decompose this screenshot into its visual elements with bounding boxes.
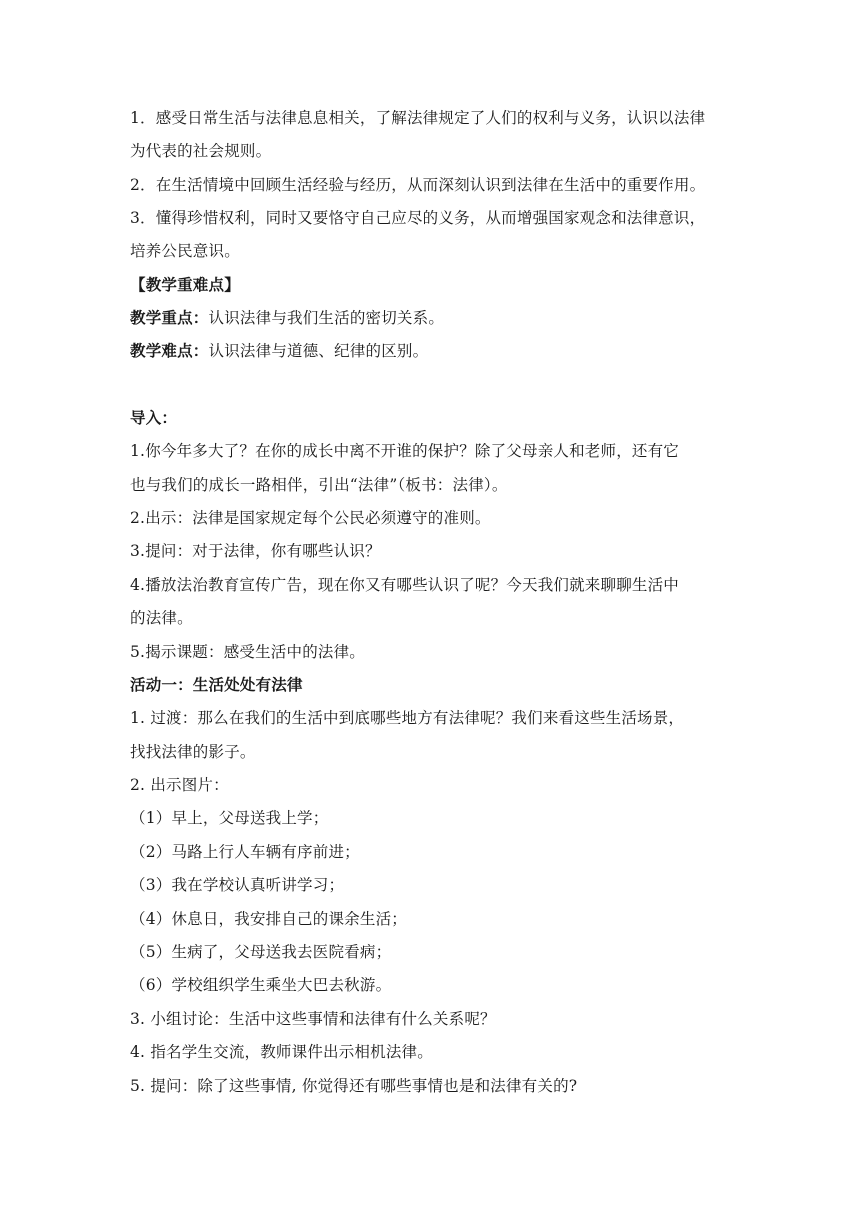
teaching-difficulty-label: 教学难点：	[130, 341, 209, 360]
objective-1-line-2: 为代表的社会规则。	[130, 142, 272, 160]
activity-1-item-4: 4. 指名学生交流，教师课件出示相机法律。	[130, 1043, 433, 1061]
objective-3-line-2: 培养公民意识。	[130, 242, 240, 260]
intro-item-2: 2.出示：法律是国家规定每个公民必须遵守的准则。	[130, 509, 491, 527]
intro-heading: 导入：	[130, 408, 178, 427]
objective-2: 2．在生活情境中回顾生活经验与经历，从而深刻认识到法律在生活中的重要作用。	[130, 176, 706, 194]
activity-1-item-2: 2. 出示图片：	[130, 776, 229, 794]
activity-1-heading: 活动一：生活处处有法律	[130, 675, 303, 694]
intro-item-4-line-2: 的法律。	[130, 609, 193, 627]
activity-1-item-5: 5. 提问：除了这些事情, 你觉得还有哪些事情也是和法律有关的?	[130, 1077, 578, 1095]
intro-item-3: 3.提问：对于法律，你有哪些认识？	[130, 542, 381, 560]
activity-1-item-1-line-1: 1. 过渡：那么在我们的生活中到底哪些地方有法律呢？我们来看这些生活场景，	[130, 709, 685, 727]
teaching-difficulty-text: 认识法律与道德、纪律的区别。	[208, 342, 429, 360]
picture-item: （3）我在学校认真听讲学习；	[130, 876, 345, 894]
picture-item: （2）马路上行人车辆有序前进；	[130, 843, 360, 861]
teaching-focus	[130, 308, 740, 328]
intro-item-1-line-2: 也与我们的成长一路相伴，引出“法律”（板书：法律）。	[130, 476, 508, 494]
picture-item: （1）早上，父母送我上学；	[130, 809, 329, 827]
objective-3-line-1: 3．懂得珍惜权利，同时又要恪守自己应尽的义务，从而增强国家观念和法律意识，	[130, 209, 706, 227]
objective-1-line-1: 1．感受日常生活与法律息息相关，了解法律规定了人们的权利与义务，认识以法律	[130, 109, 706, 127]
key-points-heading: 【教学重难点】	[130, 275, 240, 294]
activity-1-item-3: 3. 小组讨论：生活中这些事情和法律有什么关系呢？	[130, 1010, 496, 1028]
activity-1-item-1-line-2: 找找法律的影子。	[130, 743, 256, 761]
picture-item: （5）生病了，父母送我去医院看病；	[130, 943, 392, 961]
intro-item-1-line-1: 1.你今年多大了？在你的成长中离不开谁的保护？除了父母亲人和老师，还有它	[130, 442, 679, 460]
teaching-focus-label: 教学重点：	[130, 308, 209, 327]
picture-item: （6）学校组织学生乘坐大巴去秋游。	[130, 976, 392, 994]
teaching-focus-text: 认识法律与我们生活的密切关系。	[208, 309, 445, 327]
picture-item: （4）休息日，我安排自己的课余生活；	[130, 910, 407, 928]
intro-item-4-line-1: 4.播放法治教育宣传广告，现在你又有哪些认识了呢？今天我们就来聊聊生活中	[130, 576, 679, 594]
teaching-difficulty	[130, 341, 740, 361]
intro-item-5: 5.揭示课题：感受生活中的法律。	[130, 643, 365, 661]
